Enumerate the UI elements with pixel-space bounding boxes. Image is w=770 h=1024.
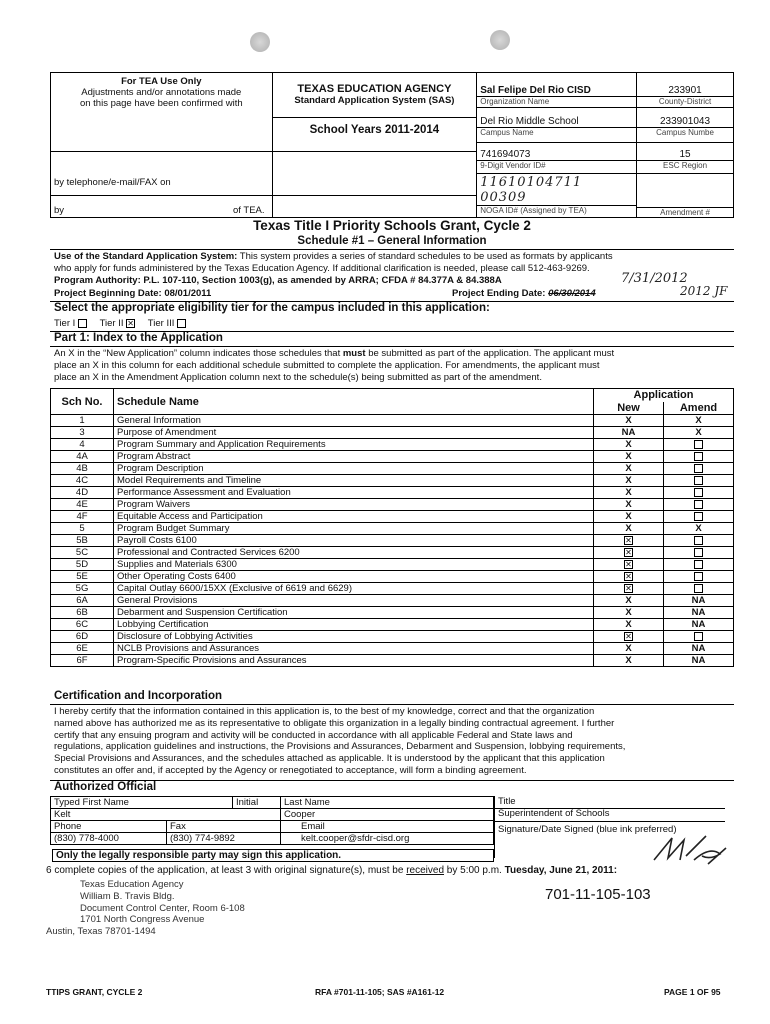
submit-instructions <box>46 865 617 876</box>
schedule-name-cell: Supplies and Materials 6300 <box>114 559 594 571</box>
table-row <box>51 631 734 643</box>
sch-no-cell: 4D <box>51 487 114 499</box>
submit-received: received <box>406 865 445 876</box>
agency-cell <box>272 73 477 218</box>
campus-name-cell <box>477 108 637 143</box>
checkbox-checked[interactable]: ✕ <box>625 547 632 557</box>
amendment-label: Amendment # <box>637 207 733 217</box>
new-cell: X <box>594 415 664 427</box>
schedule-name-cell: Purpose of Amendment <box>114 427 594 439</box>
new-cell: X <box>594 439 664 451</box>
table-row <box>51 643 734 655</box>
divider <box>50 346 734 347</box>
org-cell <box>477 73 637 108</box>
new-cell: X <box>594 523 664 535</box>
amend-cell: NA <box>664 595 734 607</box>
divider <box>495 808 725 809</box>
address-city: Austin, Texas 78701-1494 <box>46 926 156 937</box>
new-cell: X <box>594 643 664 655</box>
noga-cell <box>477 174 637 218</box>
schedule-name-cell: Program Abstract <box>114 451 594 463</box>
tier3-checkbox[interactable] <box>177 319 186 328</box>
punch-hole-left <box>250 32 270 52</box>
sch-no-cell: 4 <box>51 439 114 451</box>
submit-line1c: by 5:00 p.m. <box>444 865 505 876</box>
schedule-name-cell: Program-Specific Provisions and Assurances <box>114 655 594 667</box>
amend-cell: NA <box>664 655 734 667</box>
sch-no-cell: 5C <box>51 547 114 559</box>
vendor-id: 741694073 <box>480 149 531 161</box>
amend-cell <box>664 559 734 571</box>
schedule-name-cell: Payroll Costs 6100 <box>114 535 594 547</box>
end-handwritten: 2012 JF <box>680 284 728 298</box>
punch-hole-right <box>490 30 510 50</box>
agency-name: TEXAS EDUCATION AGENCY <box>297 83 452 95</box>
sch-no-cell: 4A <box>51 451 114 463</box>
schedule-name-cell: General Provisions <box>114 595 594 607</box>
checkbox-empty[interactable] <box>694 584 703 593</box>
footer-left: TTIPS GRANT, CYCLE 2 <box>46 987 143 997</box>
phone-label: Phone <box>51 821 167 833</box>
schedule-name-cell: Equitable Access and Participation <box>114 511 594 523</box>
amend-cell <box>664 511 734 523</box>
table-row <box>51 571 734 583</box>
amend-cell <box>664 439 734 451</box>
project-end-label: Project Ending Date: <box>452 288 546 299</box>
amend-cell <box>664 487 734 499</box>
new-cell: X <box>594 655 664 667</box>
schedule-name-cell: NCLB Provisions and Assurances <box>114 643 594 655</box>
signature-scribble <box>650 830 730 868</box>
new-cell: X <box>594 451 664 463</box>
address-line: William B. Travis Bldg. <box>80 890 175 902</box>
submit-deadline: Tuesday, June 21, 2011: <box>504 865 618 876</box>
address-line: Texas Education Agency <box>80 879 184 890</box>
project-end <box>452 288 596 299</box>
phone-value: (830) 778-4000 <box>51 833 167 845</box>
schedule-name-cell: Program Summary and Application Requirements <box>114 439 594 451</box>
schedule-name-cell: Lobbying Certification <box>114 619 594 631</box>
submit-line1a: 6 complete copies of the application, at least 3 with original signature(s), must be <box>46 865 407 876</box>
table-row <box>51 655 734 667</box>
new-cell: X <box>594 463 664 475</box>
cert-line: I hereby certify that the information contained in this application is, to the best of my knowledge, correct and that the organization <box>54 706 595 717</box>
col-amend: Amend <box>664 402 734 415</box>
sch-no-cell: 5 <box>51 523 114 535</box>
table-row <box>51 439 734 451</box>
part1-text1-bold: must <box>342 348 366 359</box>
new-cell <box>594 571 664 583</box>
sch-no-cell: 1 <box>51 415 114 427</box>
cert-line: constitutes an offer and, if accepted by the Agency or renegotiated to acceptance, will form a binding agreement. <box>54 764 527 776</box>
new-cell <box>594 547 664 559</box>
new-cell: X <box>594 511 664 523</box>
new-cell <box>594 631 664 643</box>
schedule-name-cell: Disclosure of Lobbying Activities <box>114 631 594 643</box>
sch-no-cell: 5D <box>51 559 114 571</box>
table-row <box>51 595 734 607</box>
vendor-id-label: 9-Digit Vendor ID# <box>477 160 636 170</box>
by-phone-label: by telephone/e-mail/FAX on <box>54 177 171 188</box>
noga-id: 11610104711 00309 <box>480 175 583 206</box>
tea-use-cell <box>51 73 273 218</box>
fax-value: (830) 774-9892 <box>167 833 281 845</box>
table-row <box>51 475 734 487</box>
cert-line: Special Provisions and Assurances, and the schedules attached as applicable. It is understood by the applicant that this application <box>54 753 605 765</box>
tier2-checkbox-checked[interactable]: ✕ <box>127 318 134 328</box>
divider <box>494 796 495 858</box>
signature-label: Signature/Date Signed (blue ink preferred) <box>498 824 677 835</box>
part1-text1 <box>54 348 614 359</box>
amend-cell <box>664 499 734 511</box>
new-cell <box>594 583 664 595</box>
sch-no-cell: 6E <box>51 643 114 655</box>
county-cell <box>637 73 734 108</box>
table-row <box>51 499 734 511</box>
org-name-label: Organization Name <box>477 96 636 106</box>
table-row <box>51 547 734 559</box>
checkbox-checked[interactable]: ✕ <box>625 631 632 641</box>
amend-cell: NA <box>664 619 734 631</box>
table-row <box>51 535 734 547</box>
tier-options <box>54 318 186 329</box>
tier3-label: Tier III <box>147 318 175 329</box>
title-value: Superintendent of Schools <box>498 808 610 819</box>
tier2-label: Tier II <box>99 318 124 329</box>
sch-no-cell: 6D <box>51 631 114 643</box>
checkbox-checked[interactable]: ✕ <box>625 583 632 593</box>
grant-title: Texas Title I Priority Schools Grant, Cycle 2 <box>253 218 531 233</box>
tea-use-text1: Adjustments and/or annotations made <box>81 87 242 98</box>
divider <box>50 704 734 705</box>
new-cell: X <box>594 487 664 499</box>
document-number: 701-11-105-103 <box>545 886 651 903</box>
official-table <box>50 796 494 821</box>
amend-cell: X <box>664 415 734 427</box>
checkbox-empty[interactable] <box>694 488 703 497</box>
amend-cell <box>664 475 734 487</box>
part1-text1a: An X in the “New Application” column indicates those schedules that <box>54 348 343 359</box>
col-sch-no: Sch No. <box>51 389 114 415</box>
by-label: by <box>54 205 65 216</box>
schedule-name-cell: Capital Outlay 6600/15XX (Exclusive of 6619 and 6629) <box>114 583 594 595</box>
sch-no-cell: 4E <box>51 499 114 511</box>
of-tea-label: of TEA. <box>233 205 265 216</box>
esc-region-label: ESC Region <box>637 160 733 170</box>
checkbox-empty[interactable] <box>694 500 703 509</box>
sch-no-cell: 5B <box>51 535 114 547</box>
schedule-name-cell: Professional and Contracted Services 6200 <box>114 547 594 559</box>
system-name: Standard Application System (SAS) <box>294 95 455 106</box>
email-label: Email <box>281 821 494 833</box>
amend-cell <box>664 583 734 595</box>
only-legally-responsible: Only the legally responsible party may sign this application. <box>52 849 494 862</box>
org-name: Sal Felipe Del Rio CISD <box>480 85 591 96</box>
campus-number: 233901043 <box>660 116 711 128</box>
use-text <box>54 251 613 262</box>
cert-line: regulations, application guidelines and instructions, the Provisions and Assurances, Debarment and Suspension, lobbying requirements, <box>54 741 626 753</box>
col-schedule-name: Schedule Name <box>114 389 594 415</box>
cert-heading: Certification and Incorporation <box>54 690 223 702</box>
contact-table <box>50 820 494 845</box>
cert-line: certify that any ensuing program and activity will be conducted in accordance with all applicable Federal and State laws and <box>54 729 573 741</box>
schedule-name-cell: Performance Assessment and Evaluation <box>114 487 594 499</box>
project-end-value: 06/30/2014 <box>548 288 596 299</box>
divider <box>495 821 725 822</box>
schedule-name-cell: Other Operating Costs 6400 <box>114 571 594 583</box>
amend-cell: NA <box>664 643 734 655</box>
sch-no-cell: 6C <box>51 619 114 631</box>
amend-cell: X <box>664 523 734 535</box>
schedule-name-cell: Program Waivers <box>114 499 594 511</box>
title-label: Title <box>498 796 516 807</box>
tier-heading: Select the appropriate eligibility tier for the campus included in this application: <box>54 302 490 314</box>
checkbox-checked[interactable]: ✕ <box>625 571 632 581</box>
checkbox-empty[interactable] <box>694 464 703 473</box>
schedule-title: Schedule #1 – General Information <box>297 235 487 247</box>
new-cell <box>594 535 664 547</box>
schedule-name-cell: Model Requirements and Timeline <box>114 475 594 487</box>
schedule-name-cell: Program Description <box>114 463 594 475</box>
table-row <box>51 523 734 535</box>
sch-no-cell: 6F <box>51 655 114 667</box>
checkbox-empty[interactable] <box>694 512 703 521</box>
col-application: Application <box>594 389 734 402</box>
amend-cell <box>664 535 734 547</box>
table-row <box>51 511 734 523</box>
new-cell: X <box>594 595 664 607</box>
table-row <box>51 427 734 439</box>
cert-text <box>54 706 625 777</box>
sch-no-cell: 4F <box>51 511 114 523</box>
part1-text1b: be submitted as part of the application. The applicant must <box>365 348 615 359</box>
table-row <box>51 559 734 571</box>
footer-center: RFA #701-11-105; SAS #A161-12 <box>315 987 445 997</box>
esc-cell <box>637 143 734 174</box>
part1-text3: place an X in the Amendment Application column next to the schedule(s) being submitted as part of the amendment. <box>54 372 542 383</box>
table-row <box>51 463 734 475</box>
schedule-name-cell: Program Budget Summary <box>114 523 594 535</box>
header-table <box>50 72 734 218</box>
sch-no-cell: 4B <box>51 463 114 475</box>
sch-no-cell: 5G <box>51 583 114 595</box>
last-name-value: Cooper <box>281 809 494 821</box>
sch-no-cell: 5E <box>51 571 114 583</box>
sch-no-cell: 6B <box>51 607 114 619</box>
divider <box>50 249 734 250</box>
tea-use-title: For TEA Use Only <box>121 76 202 87</box>
index-body <box>51 415 734 667</box>
official-heading: Authorized Official <box>54 781 157 793</box>
school-years: School Years 2011-2014 <box>309 124 440 136</box>
new-cell: X <box>594 607 664 619</box>
sch-no-cell: 6A <box>51 595 114 607</box>
amend-cell <box>664 631 734 643</box>
fax-label: Fax <box>167 821 281 833</box>
new-cell: NA <box>594 427 664 439</box>
table-row <box>51 607 734 619</box>
campus-number-cell <box>637 108 734 143</box>
checkbox-checked[interactable]: ✕ <box>625 535 632 545</box>
new-cell <box>594 559 664 571</box>
checkbox-empty[interactable] <box>694 632 703 641</box>
noga-id-label: NOGA ID# (Assigned by TEA) <box>477 205 636 215</box>
campus-name-label: Campus Name <box>477 127 636 137</box>
county-district: 233901 <box>668 85 702 96</box>
amend-cell: NA <box>664 607 734 619</box>
use-desc: This system provides a series of standard schedules to be used as formats by applicants <box>237 251 613 262</box>
table-row <box>51 619 734 631</box>
checkbox-empty[interactable] <box>694 476 703 485</box>
vendor-cell <box>477 143 637 174</box>
email-value: kelt.cooper@sfdr-cisd.org <box>281 833 494 845</box>
new-cell: X <box>594 499 664 511</box>
checkbox-empty[interactable] <box>694 536 703 545</box>
esc-region: 15 <box>679 149 691 161</box>
checkbox-empty[interactable] <box>694 452 703 461</box>
use-text2: who apply for funds administered by the Texas Education Agency. If additional clarification is needed, please call 512-463-9269. <box>54 263 590 274</box>
table-row <box>51 415 734 427</box>
campus-name: Del Rio Middle School <box>480 116 579 128</box>
use-label: Use of the Standard Application System: <box>54 251 238 262</box>
first-name-label: Typed First Name <box>51 797 233 809</box>
program-authority: Program Authority: P.L. 107-110, Section 1003(g), as amended by ARRA; CFDA # 84.377A & 84.388A <box>54 275 502 286</box>
table-row <box>51 487 734 499</box>
new-cell: X <box>594 619 664 631</box>
authority-handwritten: 7/31/2012 <box>621 271 688 286</box>
tea-use-text2: on this page have been confirmed with <box>79 98 243 109</box>
initial-label: Initial <box>233 797 281 809</box>
table-row <box>51 451 734 463</box>
schedule-name-cell: Debarment and Suspension Certification <box>114 607 594 619</box>
address-line: Document Control Center, Room 6-108 <box>80 902 245 914</box>
tier1-label: Tier I <box>54 318 76 329</box>
amend-cell <box>664 463 734 475</box>
last-name-label: Last Name <box>281 797 494 809</box>
campus-number-label: Campus Numbe <box>637 127 733 137</box>
sch-no-cell: 4C <box>51 475 114 487</box>
index-table <box>50 388 734 667</box>
tier1-checkbox[interactable] <box>78 319 87 328</box>
checkbox-empty[interactable] <box>694 572 703 581</box>
county-district-label: County-District <box>637 96 733 106</box>
checkbox-empty[interactable] <box>694 548 703 557</box>
amend-cell: X <box>664 427 734 439</box>
table-row <box>51 583 734 595</box>
first-name-value: Kelt <box>51 809 281 821</box>
checkbox-empty[interactable] <box>694 440 703 449</box>
amend-cell <box>664 451 734 463</box>
checkbox-empty[interactable] <box>694 560 703 569</box>
project-begin: Project Beginning Date: 08/01/2011 <box>54 288 212 299</box>
schedule-name-cell: General Information <box>114 415 594 427</box>
sch-no-cell: 3 <box>51 427 114 439</box>
amendment-cell <box>637 174 734 218</box>
cert-line: named above has authorized me as its representative to obligate this organization in a legally binding contractual agreement. I further <box>54 717 615 729</box>
address-line: 1701 North Congress Avenue <box>80 914 205 926</box>
amend-cell <box>664 571 734 583</box>
part1-heading: Part 1: Index to the Application <box>54 332 223 344</box>
address-block <box>80 879 245 926</box>
part1-text2: place an X in this column for each additional schedule submitted to complete the application. For amendments, the applicant must <box>54 360 600 371</box>
new-cell: X <box>594 475 664 487</box>
checkbox-checked[interactable]: ✕ <box>625 559 632 569</box>
footer-right: PAGE 1 OF 95 <box>664 987 721 997</box>
amend-cell <box>664 547 734 559</box>
col-new: New <box>594 402 664 415</box>
